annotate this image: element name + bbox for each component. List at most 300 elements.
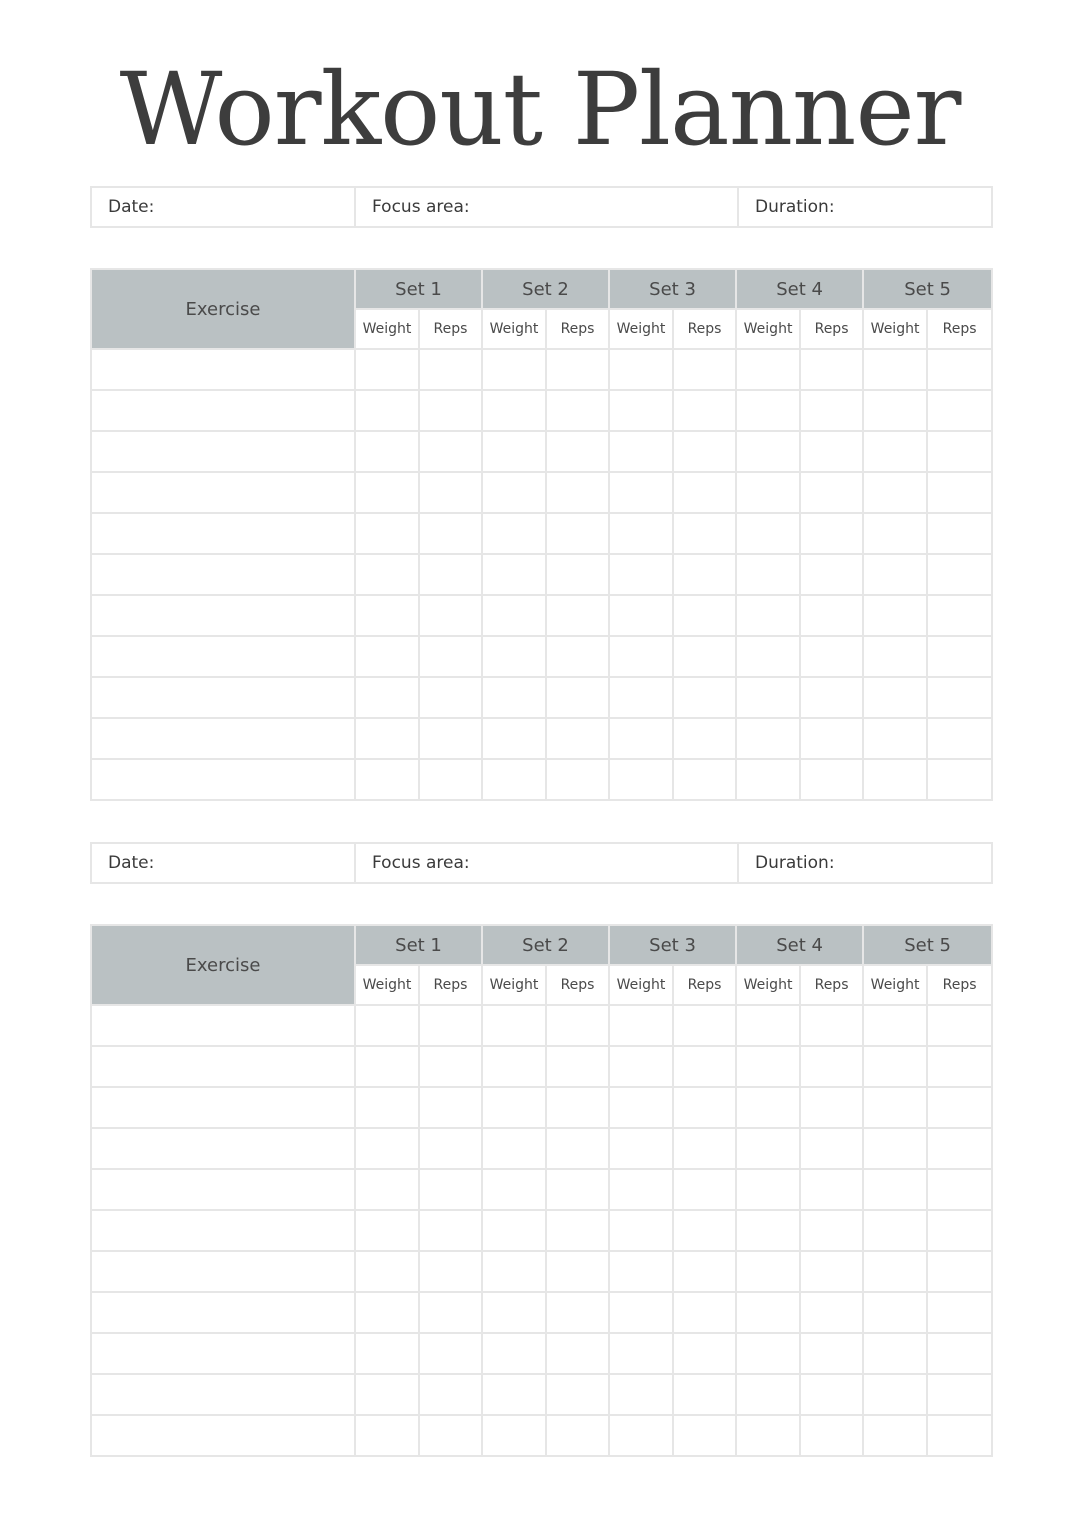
set-4-weight-header: Weight xyxy=(736,965,800,1005)
set-1-weight-cell[interactable] xyxy=(355,1210,419,1251)
set-4-reps-cell[interactable] xyxy=(800,472,863,513)
set-1-weight-cell[interactable] xyxy=(355,554,419,595)
set-4-reps-cell[interactable] xyxy=(800,595,863,636)
set-5-header: Set 5 xyxy=(863,269,992,309)
set-5-reps-cell[interactable] xyxy=(927,1210,992,1251)
set-5-reps-cell[interactable] xyxy=(927,718,992,759)
set-3-weight-cell[interactable] xyxy=(609,1333,673,1374)
set-1-reps-cell[interactable] xyxy=(419,1087,482,1128)
set-2-reps-cell[interactable] xyxy=(546,554,609,595)
set-5-weight-cell[interactable] xyxy=(863,595,927,636)
exercise-cell[interactable] xyxy=(91,1210,355,1251)
set-1-reps-cell[interactable] xyxy=(419,554,482,595)
set-1-reps-header: Reps xyxy=(419,965,482,1005)
set-3-reps-cell[interactable] xyxy=(673,1251,736,1292)
set-4-reps-cell[interactable] xyxy=(800,1087,863,1128)
set-4-weight-cell[interactable] xyxy=(736,718,800,759)
set-3-weight-cell[interactable] xyxy=(609,554,673,595)
set-5-weight-cell[interactable] xyxy=(863,1046,927,1087)
set-5-reps-cell[interactable] xyxy=(927,472,992,513)
set-2-reps-cell[interactable] xyxy=(546,431,609,472)
table-row xyxy=(91,1087,992,1128)
set-2-weight-cell[interactable] xyxy=(482,636,546,677)
exercise-cell[interactable] xyxy=(91,1087,355,1128)
set-4-weight-cell[interactable] xyxy=(736,1046,800,1087)
set-1-weight-cell[interactable] xyxy=(355,1128,419,1169)
set-4-reps-cell[interactable] xyxy=(800,1374,863,1415)
set-3-header: Set 3 xyxy=(609,925,736,965)
set-1-reps-header: Reps xyxy=(419,309,482,349)
set-1-reps-cell[interactable] xyxy=(419,1005,482,1046)
exercise-cell[interactable] xyxy=(91,759,355,800)
set-3-reps-cell[interactable] xyxy=(673,718,736,759)
table-row xyxy=(91,349,992,390)
set-3-weight-cell[interactable] xyxy=(609,1415,673,1456)
set-4-reps-cell[interactable] xyxy=(800,1005,863,1046)
set-5-reps-cell[interactable] xyxy=(927,759,992,800)
set-5-weight-cell[interactable] xyxy=(863,1374,927,1415)
set-2-weight-cell[interactable] xyxy=(482,1374,546,1415)
set-5-reps-cell[interactable] xyxy=(927,554,992,595)
set-1-weight-cell[interactable] xyxy=(355,759,419,800)
set-5-reps-cell[interactable] xyxy=(927,1251,992,1292)
set-5-reps-cell[interactable] xyxy=(927,636,992,677)
set-4-weight-cell[interactable] xyxy=(736,759,800,800)
set-4-weight-cell[interactable] xyxy=(736,1333,800,1374)
set-5-reps-cell[interactable] xyxy=(927,1292,992,1333)
set-2-reps-cell[interactable] xyxy=(546,759,609,800)
set-5-weight-cell[interactable] xyxy=(863,636,927,677)
duration-field[interactable]: Duration: xyxy=(738,187,992,227)
set-2-weight-cell[interactable] xyxy=(482,1169,546,1210)
exercise-cell[interactable] xyxy=(91,1333,355,1374)
set-4-weight-cell[interactable] xyxy=(736,513,800,554)
set-5-weight-cell[interactable] xyxy=(863,1169,927,1210)
set-3-weight-cell[interactable] xyxy=(609,431,673,472)
set-4-weight-cell[interactable] xyxy=(736,554,800,595)
table-row xyxy=(91,431,992,472)
log-rows-1 xyxy=(91,349,992,800)
set-5-weight-cell[interactable] xyxy=(863,1087,927,1128)
set-4-reps-cell[interactable] xyxy=(800,1292,863,1333)
set-2-reps-cell[interactable] xyxy=(546,1046,609,1087)
set-2-weight-cell[interactable] xyxy=(482,472,546,513)
set-5-reps-cell[interactable] xyxy=(927,1333,992,1374)
set-1-weight-header: Weight xyxy=(355,309,419,349)
set-1-weight-cell[interactable] xyxy=(355,1292,419,1333)
set-5-reps-cell[interactable] xyxy=(927,1374,992,1415)
set-1-reps-cell[interactable] xyxy=(419,1251,482,1292)
set-2-reps-cell[interactable] xyxy=(546,1251,609,1292)
set-5-weight-cell[interactable] xyxy=(863,390,927,431)
set-2-weight-cell[interactable] xyxy=(482,1292,546,1333)
exercise-cell[interactable] xyxy=(91,1046,355,1087)
set-4-reps-cell[interactable] xyxy=(800,1251,863,1292)
set-4-header: Set 4 xyxy=(736,269,863,309)
set-2-weight-cell[interactable] xyxy=(482,677,546,718)
set-4-weight-cell[interactable] xyxy=(736,431,800,472)
set-2-header: Set 2 xyxy=(482,269,609,309)
table-row xyxy=(91,390,992,431)
table-row xyxy=(91,1128,992,1169)
set-2-weight-cell[interactable] xyxy=(482,1415,546,1456)
date-field[interactable]: Date: xyxy=(91,187,355,227)
set-3-weight-cell[interactable] xyxy=(609,349,673,390)
set-3-weight-cell[interactable] xyxy=(609,595,673,636)
set-5-weight-header: Weight xyxy=(863,965,927,1005)
set-1-reps-cell[interactable] xyxy=(419,1210,482,1251)
set-2-weight-cell[interactable] xyxy=(482,513,546,554)
set-4-reps-cell[interactable] xyxy=(800,718,863,759)
set-4-reps-cell[interactable] xyxy=(800,513,863,554)
set-4-reps-cell[interactable] xyxy=(800,349,863,390)
set-3-reps-cell[interactable] xyxy=(673,390,736,431)
set-1-reps-cell[interactable] xyxy=(419,349,482,390)
workout-log-table-2 xyxy=(90,924,993,1457)
set-2-weight-cell[interactable] xyxy=(482,1210,546,1251)
exercise-cell[interactable] xyxy=(91,431,355,472)
set-2-reps-cell[interactable] xyxy=(546,595,609,636)
set-1-weight-cell[interactable] xyxy=(355,636,419,677)
set-1-reps-cell[interactable] xyxy=(419,759,482,800)
exercise-cell[interactable] xyxy=(91,390,355,431)
set-4-reps-cell[interactable] xyxy=(800,1128,863,1169)
set-5-weight-cell[interactable] xyxy=(863,759,927,800)
set-3-reps-cell[interactable] xyxy=(673,1333,736,1374)
set-1-weight-cell[interactable] xyxy=(355,677,419,718)
set-2-weight-cell[interactable] xyxy=(482,1251,546,1292)
set-3-reps-cell[interactable] xyxy=(673,595,736,636)
set-1-reps-cell[interactable] xyxy=(419,1415,482,1456)
set-4-reps-cell[interactable] xyxy=(800,431,863,472)
set-5-reps-cell[interactable] xyxy=(927,1046,992,1087)
set-3-weight-cell[interactable] xyxy=(609,1087,673,1128)
set-4-reps-cell[interactable] xyxy=(800,554,863,595)
set-3-weight-cell[interactable] xyxy=(609,677,673,718)
set-1-reps-cell[interactable] xyxy=(419,1292,482,1333)
set-3-reps-cell[interactable] xyxy=(673,472,736,513)
set-3-weight-header: Weight xyxy=(609,309,673,349)
set-2-reps-cell[interactable] xyxy=(546,1128,609,1169)
set-3-weight-cell[interactable] xyxy=(609,759,673,800)
set-3-reps-cell[interactable] xyxy=(673,513,736,554)
set-3-reps-cell[interactable] xyxy=(673,1374,736,1415)
set-5-reps-cell[interactable] xyxy=(927,1005,992,1046)
table-row xyxy=(91,636,992,677)
set-2-reps-cell[interactable] xyxy=(546,1374,609,1415)
set-2-reps-cell[interactable] xyxy=(546,1292,609,1333)
set-2-reps-header: Reps xyxy=(546,309,609,349)
set-2-reps-cell[interactable] xyxy=(546,1333,609,1374)
set-5-weight-cell[interactable] xyxy=(863,431,927,472)
table-row xyxy=(91,1292,992,1333)
exercise-cell[interactable] xyxy=(91,349,355,390)
set-1-weight-cell[interactable] xyxy=(355,1087,419,1128)
set-4-weight-cell[interactable] xyxy=(736,1415,800,1456)
set-5-weight-cell[interactable] xyxy=(863,349,927,390)
set-1-weight-header: Weight xyxy=(355,965,419,1005)
set-4-reps-header: Reps xyxy=(800,309,863,349)
set-1-reps-cell[interactable] xyxy=(419,1128,482,1169)
exercise-cell[interactable] xyxy=(91,1292,355,1333)
set-3-weight-cell[interactable] xyxy=(609,718,673,759)
set-4-reps-cell[interactable] xyxy=(800,1210,863,1251)
set-4-weight-cell[interactable] xyxy=(736,1251,800,1292)
set-4-weight-cell[interactable] xyxy=(736,1128,800,1169)
exercise-cell[interactable] xyxy=(91,1005,355,1046)
set-1-header: Set 1 xyxy=(355,269,482,309)
set-3-weight-cell[interactable] xyxy=(609,1374,673,1415)
set-3-weight-cell[interactable] xyxy=(609,472,673,513)
set-4-weight-cell[interactable] xyxy=(736,595,800,636)
set-2-header: Set 2 xyxy=(482,925,609,965)
set-3-reps-cell[interactable] xyxy=(673,1005,736,1046)
table-row xyxy=(91,513,992,554)
set-3-weight-cell[interactable] xyxy=(609,1169,673,1210)
set-5-weight-cell[interactable] xyxy=(863,1292,927,1333)
set-4-reps-cell[interactable] xyxy=(800,677,863,718)
set-5-reps-cell[interactable] xyxy=(927,677,992,718)
set-1-reps-cell[interactable] xyxy=(419,595,482,636)
set-2-weight-cell[interactable] xyxy=(482,595,546,636)
set-5-weight-cell[interactable] xyxy=(863,1333,927,1374)
table-row xyxy=(91,554,992,595)
exercise-cell[interactable] xyxy=(91,677,355,718)
set-2-reps-cell[interactable] xyxy=(546,472,609,513)
table-row xyxy=(91,1046,992,1087)
set-1-weight-cell[interactable] xyxy=(355,595,419,636)
set-2-weight-cell[interactable] xyxy=(482,1046,546,1087)
set-2-weight-cell[interactable] xyxy=(482,554,546,595)
set-4-reps-cell[interactable] xyxy=(800,1169,863,1210)
exercise-cell[interactable] xyxy=(91,1251,355,1292)
set-3-weight-cell[interactable] xyxy=(609,1292,673,1333)
set-3-reps-cell[interactable] xyxy=(673,1415,736,1456)
table-row xyxy=(91,472,992,513)
set-5-weight-cell[interactable] xyxy=(863,1210,927,1251)
set-4-reps-cell[interactable] xyxy=(800,390,863,431)
set-2-reps-cell[interactable] xyxy=(546,677,609,718)
set-4-reps-cell[interactable] xyxy=(800,1046,863,1087)
set-1-reps-cell[interactable] xyxy=(419,390,482,431)
set-2-weight-cell[interactable] xyxy=(482,390,546,431)
set-5-weight-cell[interactable] xyxy=(863,1005,927,1046)
exercise-cell[interactable] xyxy=(91,1415,355,1456)
table-row xyxy=(91,1169,992,1210)
set-2-reps-cell[interactable] xyxy=(546,349,609,390)
set-2-weight-cell[interactable] xyxy=(482,1128,546,1169)
exercise-cell[interactable] xyxy=(91,718,355,759)
table-row xyxy=(91,1374,992,1415)
set-3-weight-cell[interactable] xyxy=(609,1251,673,1292)
set-4-reps-cell[interactable] xyxy=(800,759,863,800)
set-5-reps-header: Reps xyxy=(927,965,992,1005)
set-3-reps-cell[interactable] xyxy=(673,1087,736,1128)
set-5-reps-cell[interactable] xyxy=(927,595,992,636)
set-5-weight-cell[interactable] xyxy=(863,718,927,759)
exercise-cell[interactable] xyxy=(91,472,355,513)
set-2-weight-cell[interactable] xyxy=(482,349,546,390)
set-2-weight-cell[interactable] xyxy=(482,759,546,800)
set-2-weight-cell[interactable] xyxy=(482,718,546,759)
set-5-reps-cell[interactable] xyxy=(927,431,992,472)
exercise-header: Exercise xyxy=(91,269,355,349)
set-3-reps-cell[interactable] xyxy=(673,1292,736,1333)
workout-log-table-1 xyxy=(90,268,993,801)
set-4-header: Set 4 xyxy=(736,925,863,965)
set-4-reps-header: Reps xyxy=(800,965,863,1005)
set-1-reps-cell[interactable] xyxy=(419,513,482,554)
set-5-reps-cell[interactable] xyxy=(927,1169,992,1210)
set-1-reps-cell[interactable] xyxy=(419,1374,482,1415)
exercise-cell[interactable] xyxy=(91,513,355,554)
set-1-weight-cell[interactable] xyxy=(355,1374,419,1415)
set-1-reps-cell[interactable] xyxy=(419,1169,482,1210)
table-row xyxy=(91,1333,992,1374)
set-4-weight-cell[interactable] xyxy=(736,677,800,718)
set-3-reps-cell[interactable] xyxy=(673,677,736,718)
set-3-weight-cell[interactable] xyxy=(609,1005,673,1046)
exercise-cell[interactable] xyxy=(91,595,355,636)
set-3-reps-cell[interactable] xyxy=(673,636,736,677)
set-1-weight-cell[interactable] xyxy=(355,1251,419,1292)
set-4-weight-cell[interactable] xyxy=(736,636,800,677)
set-1-weight-cell[interactable] xyxy=(355,472,419,513)
set-2-reps-cell[interactable] xyxy=(546,636,609,677)
set-4-weight-cell[interactable] xyxy=(736,1210,800,1251)
set-2-reps-cell[interactable] xyxy=(546,1210,609,1251)
set-1-weight-cell[interactable] xyxy=(355,1005,419,1046)
set-2-reps-cell[interactable] xyxy=(546,1087,609,1128)
set-5-reps-cell[interactable] xyxy=(927,1087,992,1128)
set-1-reps-cell[interactable] xyxy=(419,1046,482,1087)
set-3-reps-cell[interactable] xyxy=(673,1128,736,1169)
set-3-weight-cell[interactable] xyxy=(609,390,673,431)
table-row xyxy=(91,1415,992,1456)
set-5-weight-header: Weight xyxy=(863,309,927,349)
set-5-reps-cell[interactable] xyxy=(927,349,992,390)
set-1-reps-cell[interactable] xyxy=(419,677,482,718)
set-1-reps-cell[interactable] xyxy=(419,718,482,759)
exercise-cell[interactable] xyxy=(91,636,355,677)
set-3-weight-cell[interactable] xyxy=(609,513,673,554)
set-5-weight-cell[interactable] xyxy=(863,1251,927,1292)
set-5-weight-cell[interactable] xyxy=(863,472,927,513)
set-4-weight-cell[interactable] xyxy=(736,1292,800,1333)
set-5-reps-cell[interactable] xyxy=(927,1415,992,1456)
set-5-reps-cell[interactable] xyxy=(927,390,992,431)
set-3-reps-cell[interactable] xyxy=(673,1210,736,1251)
set-3-weight-cell[interactable] xyxy=(609,1128,673,1169)
exercise-cell[interactable] xyxy=(91,1374,355,1415)
exercise-cell[interactable] xyxy=(91,554,355,595)
focus-area-field[interactable]: Focus area: xyxy=(355,843,738,883)
set-2-reps-cell[interactable] xyxy=(546,718,609,759)
exercise-cell[interactable] xyxy=(91,1169,355,1210)
set-5-weight-cell[interactable] xyxy=(863,1415,927,1456)
set-3-weight-header: Weight xyxy=(609,965,673,1005)
set-3-weight-cell[interactable] xyxy=(609,636,673,677)
set-4-weight-cell[interactable] xyxy=(736,390,800,431)
set-1-weight-cell[interactable] xyxy=(355,1333,419,1374)
set-4-weight-cell[interactable] xyxy=(736,349,800,390)
exercise-cell[interactable] xyxy=(91,1128,355,1169)
set-5-header: Set 5 xyxy=(863,925,992,965)
set-2-reps-cell[interactable] xyxy=(546,1415,609,1456)
table-row xyxy=(91,1251,992,1292)
set-3-weight-cell[interactable] xyxy=(609,1210,673,1251)
set-3-header: Set 3 xyxy=(609,269,736,309)
set-4-weight-cell[interactable] xyxy=(736,1374,800,1415)
set-4-reps-cell[interactable] xyxy=(800,636,863,677)
table-row xyxy=(91,677,992,718)
set-1-reps-cell[interactable] xyxy=(419,1333,482,1374)
set-5-reps-cell[interactable] xyxy=(927,1128,992,1169)
table-row xyxy=(91,595,992,636)
table-row xyxy=(91,1210,992,1251)
session-info-2 xyxy=(90,842,993,884)
set-1-reps-cell[interactable] xyxy=(419,636,482,677)
set-2-reps-cell[interactable] xyxy=(546,1005,609,1046)
date-field[interactable]: Date: xyxy=(91,843,355,883)
log-rows-2 xyxy=(91,1005,992,1456)
set-4-reps-cell[interactable] xyxy=(800,1333,863,1374)
set-3-reps-cell[interactable] xyxy=(673,554,736,595)
session-info-1 xyxy=(90,186,993,228)
set-3-reps-cell[interactable] xyxy=(673,759,736,800)
set-5-weight-cell[interactable] xyxy=(863,677,927,718)
set-3-weight-cell[interactable] xyxy=(609,1046,673,1087)
set-5-reps-cell[interactable] xyxy=(927,513,992,554)
set-4-weight-cell[interactable] xyxy=(736,1169,800,1210)
set-1-weight-cell[interactable] xyxy=(355,1169,419,1210)
set-1-weight-cell[interactable] xyxy=(355,1046,419,1087)
set-1-weight-cell[interactable] xyxy=(355,1415,419,1456)
set-1-weight-cell[interactable] xyxy=(355,390,419,431)
set-4-weight-cell[interactable] xyxy=(736,1087,800,1128)
set-1-weight-cell[interactable] xyxy=(355,513,419,554)
set-2-reps-cell[interactable] xyxy=(546,390,609,431)
set-2-reps-header: Reps xyxy=(546,965,609,1005)
set-1-header: Set 1 xyxy=(355,925,482,965)
set-2-weight-cell[interactable] xyxy=(482,1087,546,1128)
set-3-reps-cell[interactable] xyxy=(673,431,736,472)
set-1-reps-cell[interactable] xyxy=(419,472,482,513)
set-2-reps-cell[interactable] xyxy=(546,1169,609,1210)
set-1-weight-cell[interactable] xyxy=(355,431,419,472)
set-3-reps-cell[interactable] xyxy=(673,1169,736,1210)
focus-area-field[interactable]: Focus area: xyxy=(355,187,738,227)
set-2-weight-cell[interactable] xyxy=(482,1333,546,1374)
set-2-weight-cell[interactable] xyxy=(482,431,546,472)
set-4-weight-cell[interactable] xyxy=(736,472,800,513)
set-1-weight-cell[interactable] xyxy=(355,349,419,390)
set-2-weight-cell[interactable] xyxy=(482,1005,546,1046)
duration-field[interactable]: Duration: xyxy=(738,843,992,883)
table-row xyxy=(91,1005,992,1046)
set-1-reps-cell[interactable] xyxy=(419,431,482,472)
set-4-reps-cell[interactable] xyxy=(800,1415,863,1456)
set-5-weight-cell[interactable] xyxy=(863,554,927,595)
set-3-reps-cell[interactable] xyxy=(673,349,736,390)
set-3-reps-cell[interactable] xyxy=(673,1046,736,1087)
set-4-weight-cell[interactable] xyxy=(736,1005,800,1046)
set-2-reps-cell[interactable] xyxy=(546,513,609,554)
set-5-weight-cell[interactable] xyxy=(863,513,927,554)
set-3-reps-header: Reps xyxy=(673,965,736,1005)
set-1-weight-cell[interactable] xyxy=(355,718,419,759)
set-5-weight-cell[interactable] xyxy=(863,1128,927,1169)
